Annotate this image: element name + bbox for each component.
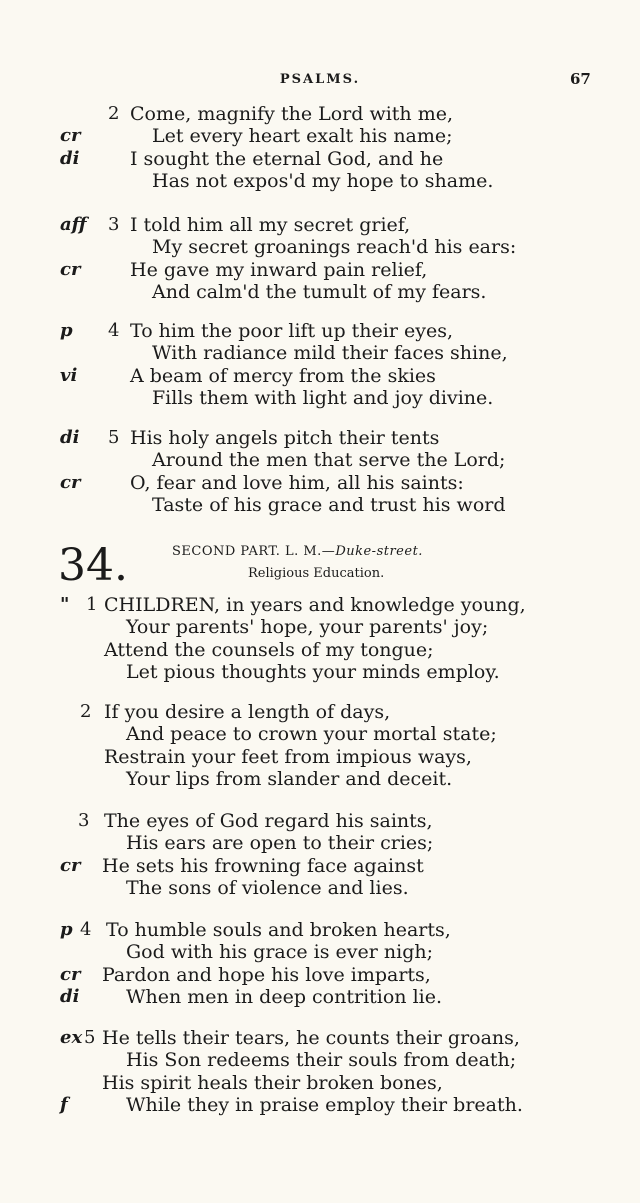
- hymn-number: 34.: [58, 540, 128, 591]
- dynamic-mark: cr: [60, 963, 81, 985]
- dynamic-mark: vi: [60, 364, 78, 386]
- verse-line: [0, 320, 640, 342]
- stanza: [0, 919, 640, 1009]
- verse-line: [0, 472, 640, 494]
- stanza-number: 2: [108, 103, 120, 124]
- verse-text: With radiance mild their faces shine,: [152, 342, 508, 365]
- stanza: [0, 594, 640, 684]
- verse-line: [0, 768, 640, 790]
- verse-text: Restrain your feet from impious ways,: [104, 745, 472, 768]
- verse-line: [0, 236, 640, 258]
- verse-line: [0, 661, 640, 683]
- verse-text: I told him all my secret grief,: [130, 214, 411, 236]
- verse-line: [0, 616, 640, 638]
- dynamic-mark: cr: [60, 258, 81, 280]
- verse-line: [0, 148, 640, 170]
- stanza-number: 5: [84, 1027, 96, 1048]
- dynamic-mark: cr: [60, 471, 81, 493]
- dynamic-mark: di: [60, 427, 80, 448]
- verse-text: He sets his frowning face against: [102, 854, 424, 877]
- stanza-number: 5: [108, 427, 120, 448]
- verse-text: When men in deep contrition lie.: [126, 986, 443, 1009]
- verse-text: To humble souls and broken hearts,: [106, 919, 451, 941]
- stanza: [0, 701, 640, 791]
- dynamic-mark: p: [60, 919, 73, 940]
- verse-text: He tells their tears, he counts their groans,: [102, 1027, 520, 1049]
- verse-text: Pardon and hope his love imparts,: [102, 963, 431, 986]
- hymn-subtitle: Religious Education.: [248, 566, 385, 581]
- verse-text: O, fear and love him, all his saints:: [130, 471, 464, 494]
- stanza-number: 2: [80, 701, 92, 722]
- verse-line: [0, 125, 640, 147]
- dynamic-mark: f: [60, 1094, 68, 1116]
- verse-line: [0, 427, 640, 449]
- verse-text: To him the poor lift up their eyes,: [130, 320, 453, 342]
- verse-text: Let pious thoughts your minds employ.: [126, 661, 500, 684]
- stanza: [0, 810, 640, 900]
- dynamic-mark: cr: [60, 854, 81, 876]
- verse-text: CHILDREN, in years and knowledge young,: [104, 594, 526, 616]
- verse-text: The sons of violence and lies.: [126, 877, 409, 900]
- stanza: [0, 427, 640, 517]
- verse-line: [0, 986, 640, 1008]
- verse-line: [0, 1094, 640, 1116]
- verse-text: And peace to crown your mortal state;: [126, 723, 497, 746]
- verse-line: [0, 832, 640, 854]
- dynamic-mark: aff: [60, 214, 87, 235]
- hymn-part-meter: [172, 544, 423, 559]
- verse-text: His Son redeems their souls from death;: [126, 1049, 517, 1072]
- page-number: 67: [570, 70, 591, 88]
- verse-line: [0, 281, 640, 303]
- verse-text: Taste of his grace and trust his word: [152, 494, 506, 517]
- dynamic-mark: di: [60, 986, 80, 1008]
- verse-text: Attend the counsels of my tongue;: [104, 638, 434, 661]
- dynamic-mark: ": [60, 594, 70, 615]
- verse-text: Has not expos'd my hope to shame.: [152, 170, 494, 193]
- verse-text: God with his grace is ever nigh;: [126, 941, 433, 964]
- verse-line: [0, 170, 640, 192]
- verse-line: [0, 746, 640, 768]
- verse-text: I sought the eternal God, and he: [130, 147, 444, 170]
- hymn-part-label: SECOND PART. L. M.—: [172, 544, 336, 559]
- verse-line: [0, 639, 640, 661]
- verse-text: A beam of mercy from the skies: [130, 364, 436, 387]
- verse-text: If you desire a length of days,: [104, 701, 391, 723]
- verse-line: [0, 701, 640, 723]
- running-title: PSALMS.: [279, 72, 361, 87]
- stanza-number: 1: [86, 594, 98, 615]
- verse-line: [0, 855, 640, 877]
- verse-text: His ears are open to their cries;: [126, 832, 434, 855]
- verse-line: [0, 342, 640, 364]
- verse-line: [0, 919, 640, 941]
- verse-line: [0, 877, 640, 899]
- verse-text: His spirit heals their broken bones,: [102, 1071, 443, 1094]
- dynamic-mark: p: [60, 320, 73, 341]
- verse-text: He gave my inward pain relief,: [130, 258, 428, 281]
- stanza: [0, 320, 640, 410]
- verse-text: My secret groanings reach'd his ears:: [152, 236, 517, 259]
- verse-text: Fills them with light and joy divine.: [152, 387, 494, 410]
- verse-line: [0, 214, 640, 236]
- hymn-heading: [0, 540, 640, 590]
- stanza-number: 4: [80, 919, 92, 940]
- dynamic-mark: cr: [60, 125, 81, 147]
- stanza: [0, 214, 640, 304]
- dynamic-mark: ex: [60, 1027, 83, 1048]
- verse-line: [0, 810, 640, 832]
- verse-line: [0, 594, 640, 616]
- hymn-tune: Duke-street.: [335, 544, 423, 559]
- verse-line: [0, 964, 640, 986]
- verse-line: [0, 365, 640, 387]
- verse-line: [0, 494, 640, 516]
- verse-line: [0, 941, 640, 963]
- verse-text: The eyes of God regard his saints,: [104, 810, 433, 832]
- verse-text: Around the men that serve the Lord;: [152, 449, 506, 472]
- verse-line: [0, 449, 640, 471]
- verse-line: [0, 1027, 640, 1049]
- verse-text: Your lips from slander and deceit.: [126, 768, 453, 791]
- verse-text: While they in praise employ their breath.: [126, 1094, 523, 1117]
- verse-text: Your parents' hope, your parents' joy;: [126, 616, 489, 639]
- verse-line: [0, 723, 640, 745]
- stanza-number: 4: [108, 320, 120, 341]
- verse-text: Let every heart exalt his name;: [152, 125, 453, 148]
- verse-line: [0, 259, 640, 281]
- verse-line: [0, 103, 640, 125]
- verse-text: His holy angels pitch their tents: [130, 427, 440, 449]
- verse-line: [0, 1049, 640, 1071]
- stanza: [0, 103, 640, 193]
- verse-text: And calm'd the tumult of my fears.: [152, 281, 487, 304]
- stanza-number: 3: [78, 810, 90, 831]
- verse-text: Come, magnify the Lord with me,: [130, 103, 453, 125]
- verse-line: [0, 387, 640, 409]
- stanza-number: 3: [108, 214, 120, 235]
- dynamic-mark: di: [60, 147, 80, 169]
- stanza: [0, 1027, 640, 1117]
- verse-line: [0, 1072, 640, 1094]
